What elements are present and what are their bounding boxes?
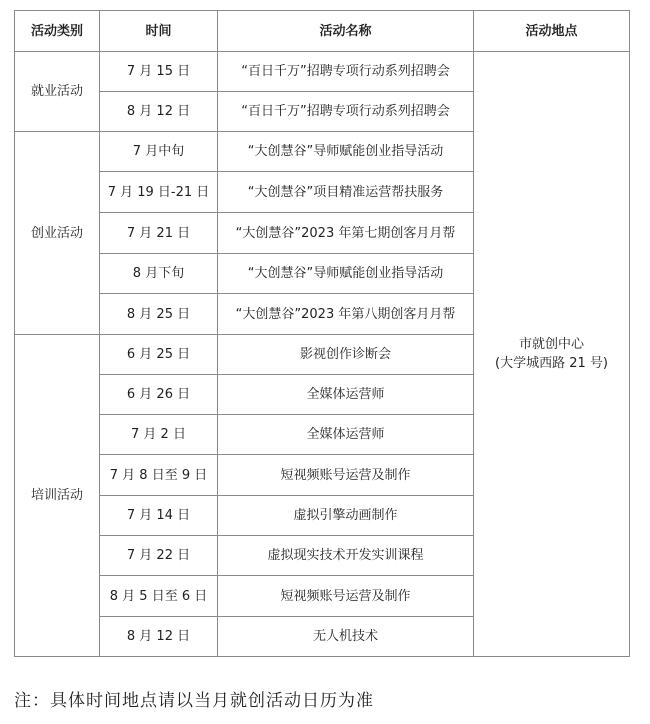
row-time: 6 月 26 日 xyxy=(100,375,218,415)
table-header-row xyxy=(15,11,630,52)
footnote: 注：具体时间地点请以当月就创活动日历为准 xyxy=(14,691,374,711)
row-time: 6 月 25 日 xyxy=(100,335,218,375)
header-time: 时间 xyxy=(100,11,218,52)
row-activity-name: “百日千万”招聘专项行动系列招聘会 xyxy=(218,52,474,92)
row-time: 7 月 19 日-21 日 xyxy=(100,172,218,213)
row-time: 8 月 12 日 xyxy=(100,617,218,657)
row-time: 7 月中旬 xyxy=(100,132,218,172)
row-time: 7 月 14 日 xyxy=(100,496,218,536)
row-activity-name: 虚拟引擎动画制作 xyxy=(218,496,474,536)
row-activity-name: 虚拟现实技术开发实训课程 xyxy=(218,536,474,576)
category-employment: 就业活动 xyxy=(15,52,100,132)
row-time: 8 月 5 日至 6 日 xyxy=(100,576,218,617)
table-row xyxy=(15,52,630,92)
row-time: 7 月 8 日至 9 日 xyxy=(100,455,218,496)
location-line-2: (大学城西路 21 号) xyxy=(495,356,608,371)
row-time: 7 月 21 日 xyxy=(100,213,218,254)
row-time: 8 月下旬 xyxy=(100,254,218,294)
row-activity-name: “大创慧谷”导师赋能创业指导活动 xyxy=(218,132,474,172)
category-entrepreneurship: 创业活动 xyxy=(15,132,100,335)
location-cell xyxy=(474,52,630,657)
row-activity-name: “大创慧谷”项目精准运营帮扶服务 xyxy=(218,172,474,213)
row-activity-name: 短视频账号运营及制作 xyxy=(218,455,474,496)
row-activity-name: “大创慧谷”2023 年第八期创客月月帮 xyxy=(218,294,474,335)
row-time: 7 月 22 日 xyxy=(100,536,218,576)
location-line-1: 市就创中心 xyxy=(518,337,584,352)
header-category: 活动类别 xyxy=(15,11,100,52)
row-activity-name: 短视频账号运营及制作 xyxy=(218,576,474,617)
row-time: 7 月 2 日 xyxy=(100,415,218,455)
header-activity-name: 活动名称 xyxy=(218,11,474,52)
row-activity-name: “百日千万”招聘专项行动系列招聘会 xyxy=(218,92,474,132)
row-activity-name: “大创慧谷”2023 年第七期创客月月帮 xyxy=(218,213,474,254)
row-time: 8 月 12 日 xyxy=(100,92,218,132)
row-time: 7 月 15 日 xyxy=(100,52,218,92)
row-activity-name: “大创慧谷”导师赋能创业指导活动 xyxy=(218,254,474,294)
row-activity-name: 无人机技术 xyxy=(218,617,474,657)
row-activity-name: 全媒体运营师 xyxy=(218,415,474,455)
row-activity-name: 影视创作诊断会 xyxy=(218,335,474,375)
row-activity-name: 全媒体运营师 xyxy=(218,375,474,415)
activity-schedule-table xyxy=(14,10,630,657)
category-training: 培训活动 xyxy=(15,335,100,657)
row-time: 8 月 25 日 xyxy=(100,294,218,335)
header-location: 活动地点 xyxy=(474,11,630,52)
